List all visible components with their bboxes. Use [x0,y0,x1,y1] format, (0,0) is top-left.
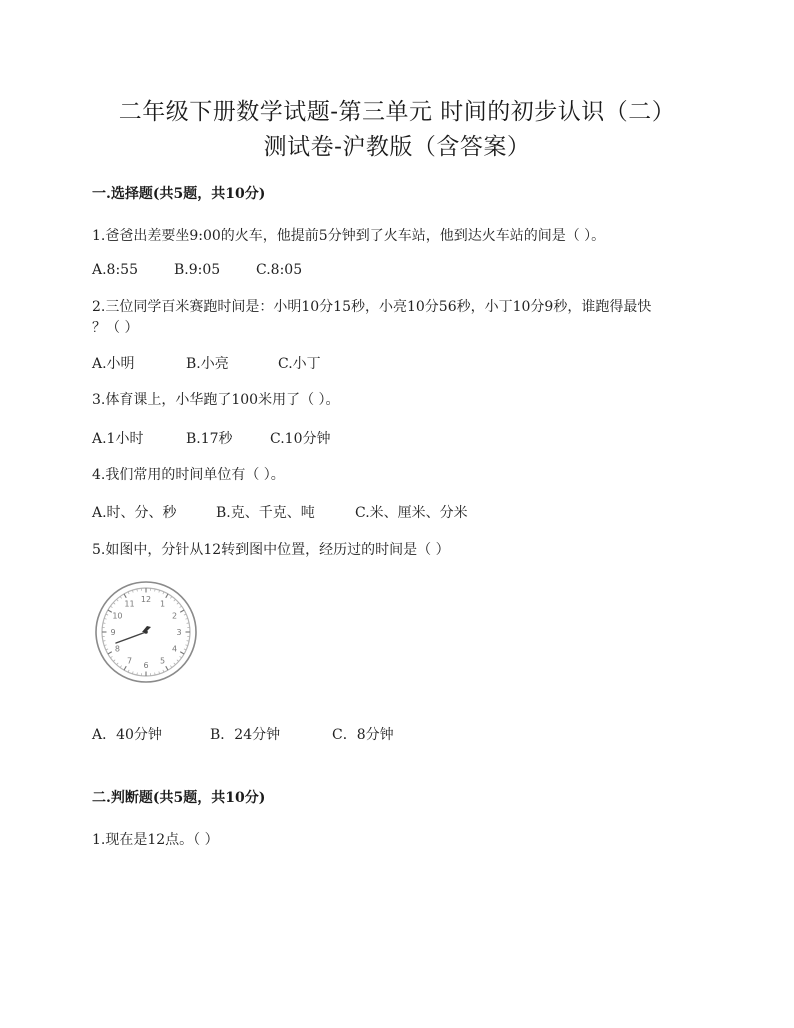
question-3-text: 3.体育课上，小华跑了100米用了（ ）。 [92,392,340,408]
question-2-text: 2.三位同学百米赛跑时间是：小明10分15秒，小亮10分56秒，小丁10分9秒，谁跑得最快 [92,299,652,315]
question-2-text-continued: ？（ ） [92,320,139,336]
clock-image [94,580,198,684]
question-2-option-b: B.小亮 [186,356,229,372]
clock-numeral: 6 [143,661,149,670]
question-4-option-b: B.克、千克、吨 [216,505,315,521]
clock-numeral: 9 [110,628,116,637]
question-3-option-a: A.1小时 [92,431,144,447]
question-4-option-a: A.时、分、秒 [92,505,177,521]
question-1-option-c: C.8:05 [256,262,303,278]
clock-numeral: 11 [124,599,135,609]
clock-numeral: 3 [176,628,182,637]
question-3-option-b: B.17秒 [186,431,233,447]
clock-numeral: 5 [159,656,166,666]
question-5-option-c: C．8分钟 [332,727,394,743]
question-2-option-a: A.小明 [92,356,135,372]
question-5-option-b: B．24分钟 [210,727,281,743]
section-2-question-1-text: 1.现在是12点。（ ） [92,832,219,848]
question-3-option-c: C.10分钟 [270,431,331,447]
section-1-heading: 一.选择题(共5题，共10分) [92,186,266,202]
question-5-option-a: A．40分钟 [92,727,162,743]
clock-numeral: 4 [172,644,178,654]
clock-numeral: 8 [114,644,120,654]
question-1-option-a: A.8:55 [92,262,138,278]
question-1-option-b: B.9:05 [174,262,221,278]
clock-numeral: 2 [172,611,178,621]
question-2-option-c: C.小丁 [278,356,321,372]
clock-numeral: 12 [140,595,152,604]
clock-numeral: 1 [159,599,166,609]
section-2-heading: 二.判断题(共5题，共10分) [92,790,266,806]
page-title-line-2: 测试卷-沪教版（含答案） [263,134,531,160]
clock-center-pin [144,630,148,634]
question-4-text: 4.我们常用的时间单位有（ ）。 [92,467,285,483]
question-5-text: 5.如图中，分针从12转到图中位置，经历过的时间是（ ） [92,542,450,558]
clock-numeral: 10 [112,611,123,621]
question-1-text: 1.爸爸出差要坐9:00的火车，他提前5分钟到了火车站，他到达火车站的间是（ ）。 [92,228,606,244]
page-title-line-1: 二年级下册数学试题-第三单元 时间的初步认识（二） [118,99,676,125]
clock-numeral: 7 [126,656,133,666]
question-4-option-c: C.米、厘米、分米 [355,505,468,521]
